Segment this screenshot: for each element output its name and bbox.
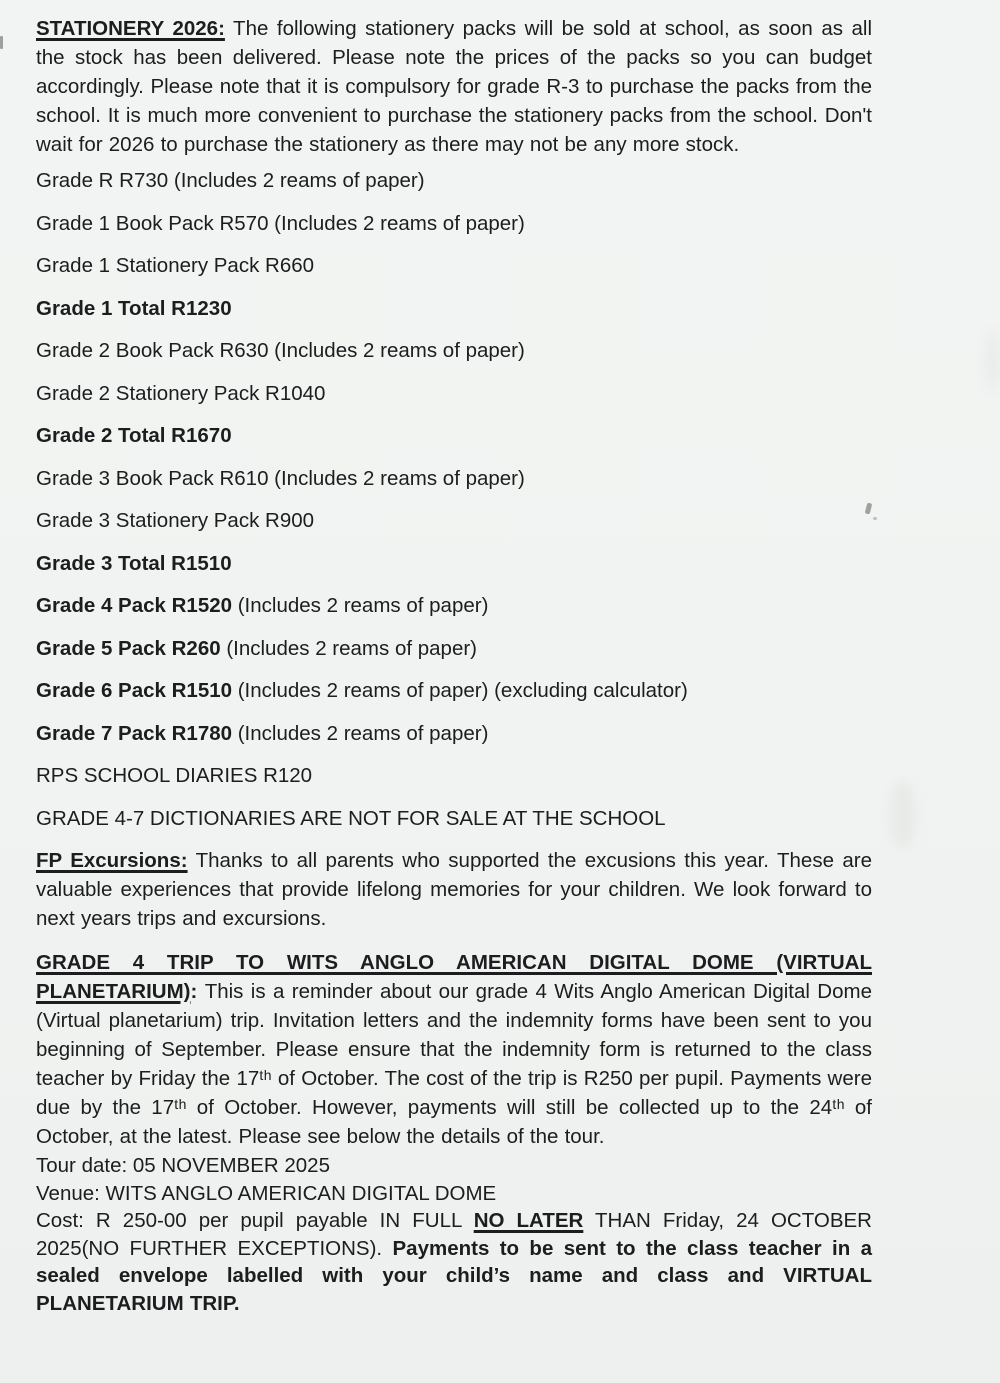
price-item-grade-3-total xyxy=(36,549,872,578)
stationery-section-paragraph xyxy=(36,14,872,159)
price-item-grade-4-pack xyxy=(36,591,872,620)
price-item-text: Grade 1 Book Pack R570 (Includes 2 reams of paper) xyxy=(36,211,525,235)
price-item-text: Grade 2 Book Pack R630 (Includes 2 reams of paper) xyxy=(36,339,525,362)
price-item-grade-3-stationery xyxy=(36,506,872,535)
tour-cost-mid-text: THAN Friday, 24 OCTOBER 2025(NO FURTHER EXCEPTIONS). xyxy=(36,1209,872,1260)
tour-cost-no-later: NO LATER xyxy=(473,1209,584,1232)
price-item-grade-5-pack xyxy=(36,634,872,663)
price-item-bold: Grade 7 Pack R1780 xyxy=(36,721,233,745)
fp-excursions-text: Thanks to all parents who supported the excusions this year. These are valuable experiences that provide lifelong memories for your children. We look forward to next years trips and excursions. xyxy=(36,849,872,930)
price-item-grade-r xyxy=(36,166,872,195)
price-item-dictionaries-note xyxy=(36,804,872,833)
price-item-text: Grade 3 Stationery Pack R900 xyxy=(36,509,315,532)
grade4-trip-paragraph xyxy=(36,948,872,1151)
stationery-intro-text: The following stationery packs will be sold at school, as soon as all the stock has been delivered. Please note the prices of the packs so you can budget accordingly. Please note that it is compulsory for grade R-3 to purchase the packs from the school. It is much more convenient to purchase the stationery packs from the school. Don't wait for 2026 to purchase the stationery as there may not be any more stock. xyxy=(36,17,872,156)
price-item-grade-1-book xyxy=(36,209,872,238)
price-item-bold: Grade 6 Pack R1510 xyxy=(36,679,233,702)
price-item-grade-2-stationery xyxy=(36,379,872,408)
price-item-grade-7-pack xyxy=(36,719,872,748)
tour-venue-line: Venue: WITS ANGLO AMERICAN DIGITAL DOME xyxy=(36,1181,497,1205)
price-item-bold: Grade 3 Total R1510 xyxy=(36,551,232,575)
grade4-trip-heading: GRADE 4 TRIP TO WITS ANGLO AMERICAN DIGITAL DOME (VIRTUAL PLANETARIUM) xyxy=(36,951,872,1003)
price-item-text: Grade R R730 (Includes 2 reams of paper) xyxy=(36,169,425,192)
price-item-bold: Grade 4 Pack R1520 xyxy=(36,594,233,617)
price-item-text: (Includes 2 reams of paper) xyxy=(232,721,489,745)
tour-cost-text: Cost: R 250-00 per pupil payable IN FULL xyxy=(36,1209,474,1232)
grade4-trip-heading-colon: : xyxy=(190,980,205,1003)
price-item-grade-3-book xyxy=(36,464,872,493)
tour-cost-bold-instruction: Payments to be sent to the class teacher in a sealed envelope labelled with your child’s name and class and VIRTUAL PLANETARIUM TRIP. xyxy=(36,1236,872,1315)
stationery-price-list xyxy=(36,166,872,833)
price-item-grade-6-pack xyxy=(36,676,872,705)
price-item-grade-2-total xyxy=(36,421,872,450)
tour-date-line: Tour date: 05 NOVEMBER 2025 xyxy=(36,1154,330,1177)
price-item-school-diaries xyxy=(36,761,872,790)
price-item-grade-1-total xyxy=(36,294,872,323)
price-item-text: Grade 1 Stationery Pack R660 xyxy=(36,254,315,277)
fp-excursions-paragraph xyxy=(36,846,872,933)
tour-cost-paragraph xyxy=(36,1207,872,1317)
fp-excursions-heading: FP Excursions: xyxy=(36,849,188,872)
price-item-text: GRADE 4-7 DICTIONARIES ARE NOT FOR SALE AT THE SCHOOL xyxy=(36,806,666,830)
price-item-text: Grade 2 Stationery Pack R1040 xyxy=(36,381,326,405)
price-item-text: (Includes 2 reams of paper) xyxy=(220,636,477,660)
price-item-text: Grade 3 Book Pack R610 (Includes 2 reams of paper) xyxy=(36,466,525,490)
price-item-grade-1-stationery xyxy=(36,251,872,280)
price-item-grade-2-book xyxy=(36,336,872,365)
price-item-bold: Grade 5 Pack R260 xyxy=(36,636,221,660)
price-item-text: (Includes 2 reams of paper) (excluding calculator) xyxy=(232,679,688,702)
tour-details-block xyxy=(36,1152,872,1317)
stationery-heading: STATIONERY 2026: xyxy=(36,17,225,40)
price-item-text: (Includes 2 reams of paper) xyxy=(232,594,489,617)
price-item-text: RPS SCHOOL DIARIES R120 xyxy=(36,764,313,787)
price-item-bold: Grade 1 Total R1230 xyxy=(36,296,232,320)
price-item-bold: Grade 2 Total R1670 xyxy=(36,424,232,447)
grade4-trip-text: This is a reminder about our grade 4 Wits Anglo American Digital Dome (Virtual planetarium) trip. Invitation letters and the indemnity forms have been sent to you beginning of September. Please ensure that the indemnity form is returned to the class teacher by Friday the 17ᵗʰ of October. The cost of the trip is R250 per pupil. Payments were due by the 17ᵗʰ of October. However, payments will still be collected up to the 24ᵗʰ of October, at the latest. Please see below the details of the tour. xyxy=(36,980,872,1148)
